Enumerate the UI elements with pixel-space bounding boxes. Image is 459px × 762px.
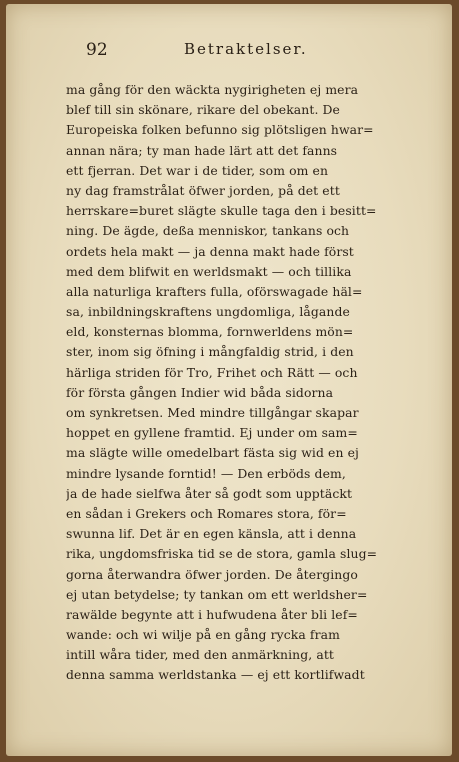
text-line: med dem blifwit en werldsmakt — och tillika: [66, 263, 352, 279]
text-line: härliga striden för Tro, Frihet och Rätt — och: [66, 364, 358, 380]
text-line: ma gång för den wäckta nygirigheten ej mera: [66, 82, 359, 97]
text-line: för första gången Indier wid båda sidorna: [66, 384, 334, 400]
text-line: ny dag framstrålat öfwer jorden, på det ett: [66, 182, 340, 198]
text-line: Europeiska folken befunno sig plötsligen hwar=: [66, 122, 374, 138]
page-number: 92: [86, 40, 108, 60]
text-line: hoppet en gyllene framtid. Ej under om sam=: [66, 425, 358, 441]
book-page: [6, 4, 452, 756]
text-line: gorna återwandra öfwer jorden. De återgingo: [66, 566, 358, 582]
body-text: [66, 80, 420, 686]
text-line: en sådan i Grekers och Romares stora, för=: [66, 505, 347, 521]
text-line: alla naturliga krafters fulla, oförswagade häl=: [66, 283, 363, 299]
text-line: rika, ungdomsfriska tid se de stora, gamla slug=: [66, 546, 378, 562]
text-line: ordets hela makt — ja denna makt hade först: [66, 243, 354, 259]
text-line: ster, inom sig öfning i mångfaldig strid, i den: [66, 344, 354, 360]
text-line: annan nära; ty man hade lärt att det fanns: [66, 142, 338, 158]
text-line: herrskare=buret slägte skulle taga den i besitt=: [66, 203, 377, 219]
text-line: ning. De ägde, deßa menniskor, tankans och: [66, 223, 350, 239]
text-line: ja de hade sielfwa åter så godt som upptäckt: [66, 485, 353, 501]
text-line: om synkretsen. Med mindre tillgångar skapar: [66, 405, 359, 420]
text-line: eld, konsternas blomma, fornwerldens mön=: [66, 324, 354, 340]
text-line: ett fjerran. Det war i de tider, som om en: [66, 162, 329, 178]
text-line: denna samma werldstanka — ej ett kortlifwadt: [66, 667, 365, 683]
text-line: swunna lif. Det är en egen känsla, att i denna: [66, 526, 357, 542]
page-header: [6, 40, 452, 66]
text-line: ma slägte wille omedelbart fästa sig wid en ej: [66, 445, 359, 461]
text-line: ej utan betydelse; ty tankan om ett werldsher=: [66, 586, 368, 602]
text-line: blef till sin skönare, rikare del obekant. De: [66, 102, 340, 118]
text-line: mindre lysande forntid! — Den erböds dem,: [66, 465, 346, 481]
text-line: rawälde begynte att i hufwudena åter bli lef=: [66, 606, 358, 622]
running-head: Betraktelser.: [184, 40, 308, 58]
text-line: wande: och wi wilje på en gång rycka fram: [66, 627, 340, 643]
text-line: sa, inbildningskraftens ungdomliga, lågande: [66, 304, 350, 320]
text-line: intill wåra tider, med den anmärkning, att: [66, 647, 334, 663]
